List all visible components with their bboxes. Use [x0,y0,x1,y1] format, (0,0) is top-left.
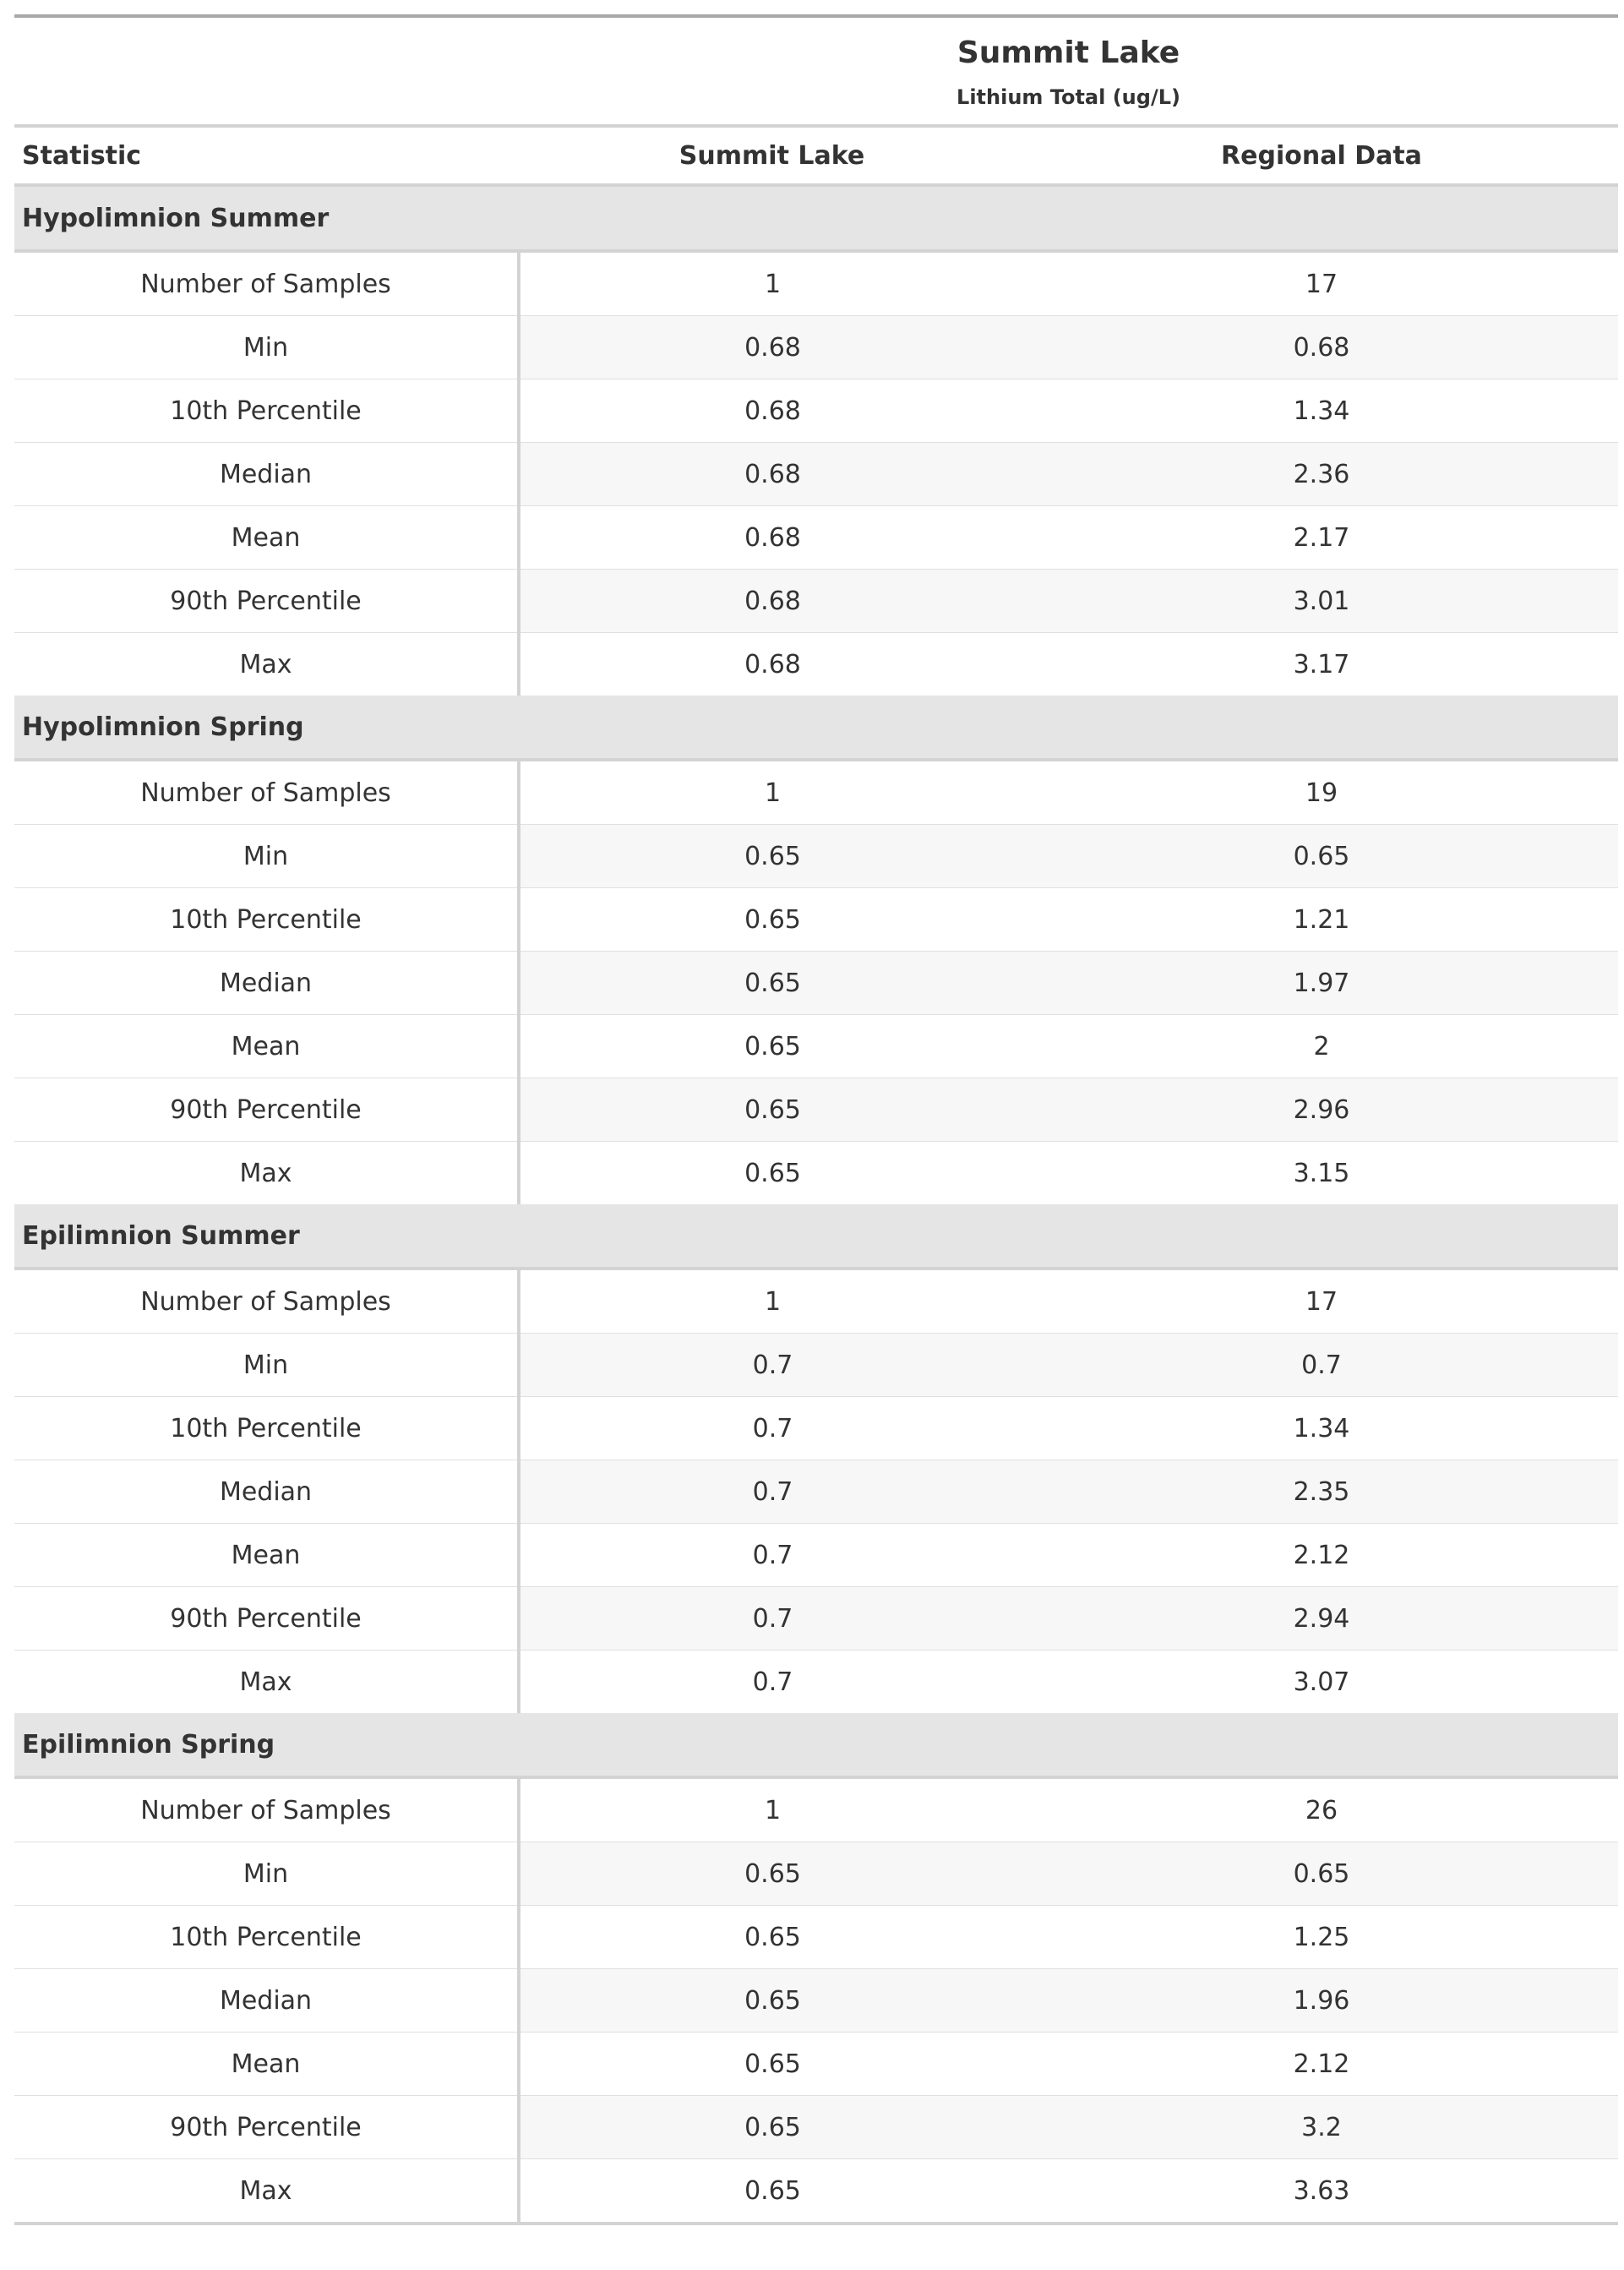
statistic-cell: 10th Percentile [14,1397,519,1460]
table-row [14,570,1618,633]
table-row [14,1587,1618,1651]
group-header-row [14,1204,1618,1269]
group-header: Hypolimnion Summer [14,185,1618,251]
summit-lake-cell: 0.65 [519,825,1025,888]
statistic-cell: 90th Percentile [14,2096,519,2159]
regional-data-cell: 19 [1025,760,1618,825]
statistic-cell: Mean [14,1524,519,1587]
summit-lake-cell: 0.68 [519,633,1025,696]
summit-lake-cell: 0.65 [519,2159,1025,2224]
table-row [14,1906,1618,1969]
column-header-row [14,126,1618,185]
regional-data-cell: 17 [1025,251,1618,316]
summit-lake-cell: 0.65 [519,2096,1025,2159]
column-header-regional-data: Regional Data [1025,126,1618,185]
table-row [14,506,1618,570]
regional-data-cell: 3.17 [1025,633,1618,696]
regional-data-cell: 0.68 [1025,316,1618,379]
statistic-cell: Median [14,952,519,1015]
summit-lake-cell: 1 [519,251,1025,316]
summit-lake-cell: 0.7 [519,1587,1025,1651]
summit-lake-cell: 0.7 [519,1397,1025,1460]
regional-data-cell: 3.15 [1025,1142,1618,1205]
table-row [14,1397,1618,1460]
column-header-statistic: Statistic [14,126,519,185]
statistic-cell: Number of Samples [14,1777,519,1842]
statistic-cell: 10th Percentile [14,1906,519,1969]
regional-data-cell: 3.01 [1025,570,1618,633]
summit-lake-cell: 1 [519,1269,1025,1334]
group-header-row [14,1713,1618,1777]
regional-data-cell: 2.17 [1025,506,1618,570]
regional-data-cell: 1.25 [1025,1906,1618,1969]
regional-data-cell: 0.65 [1025,825,1618,888]
regional-data-cell: 0.7 [1025,1334,1618,1397]
summit-lake-cell: 0.68 [519,570,1025,633]
regional-data-cell: 1.34 [1025,1397,1618,1460]
table-subtitle: Lithium Total (ug/L) [956,85,1180,109]
table-row [14,443,1618,506]
statistic-cell: Median [14,1460,519,1524]
statistic-cell: Max [14,633,519,696]
summit-lake-cell: 0.65 [519,2033,1025,2096]
regional-data-cell: 3.2 [1025,2096,1618,2159]
regional-data-cell: 2.12 [1025,1524,1618,1587]
regional-data-cell: 1.21 [1025,888,1618,952]
summit-lake-cell: 0.7 [519,1334,1025,1397]
statistic-cell: Min [14,1334,519,1397]
regional-data-cell: 2.35 [1025,1460,1618,1524]
statistic-cell: Median [14,443,519,506]
summit-lake-cell: 0.65 [519,1142,1025,1205]
table-row [14,1969,1618,2033]
regional-data-cell: 1.97 [1025,952,1618,1015]
regional-data-cell: 2 [1025,1015,1618,1078]
regional-data-cell: 2.94 [1025,1587,1618,1651]
summit-lake-cell: 0.7 [519,1460,1025,1524]
summit-lake-cell: 0.68 [519,379,1025,443]
summit-lake-cell: 0.68 [519,316,1025,379]
table-row [14,2159,1618,2224]
statistic-cell: 10th Percentile [14,888,519,952]
statistic-cell: Number of Samples [14,760,519,825]
column-header-summit-lake: Summit Lake [519,126,1025,185]
table-row [14,888,1618,952]
table-row [14,1651,1618,1714]
table-row [14,1460,1618,1524]
group-header: Epilimnion Summer [14,1204,1618,1269]
statistic-cell: Min [14,825,519,888]
group-header: Epilimnion Spring [14,1713,1618,1777]
statistic-cell: Mean [14,506,519,570]
table-row [14,379,1618,443]
table-row [14,1142,1618,1205]
table-row [14,1269,1618,1334]
statistic-cell: 90th Percentile [14,1078,519,1142]
summit-lake-cell: 0.65 [519,1969,1025,2033]
group-header-row [14,185,1618,251]
summit-lake-cell: 1 [519,760,1025,825]
regional-data-cell: 2.36 [1025,443,1618,506]
regional-data-cell: 1.96 [1025,1969,1618,2033]
regional-data-cell: 0.65 [1025,1842,1618,1906]
summit-lake-cell: 0.65 [519,888,1025,952]
group-header-row [14,696,1618,760]
table-row [14,2096,1618,2159]
regional-data-cell: 1.34 [1025,379,1618,443]
statistic-cell: 90th Percentile [14,1587,519,1651]
statistic-cell: Min [14,316,519,379]
regional-data-cell: 2.12 [1025,2033,1618,2096]
statistic-cell: Median [14,1969,519,2033]
summit-lake-cell: 0.68 [519,443,1025,506]
table-row [14,251,1618,316]
group-header: Hypolimnion Spring [14,696,1618,760]
summit-lake-cell: 0.65 [519,1015,1025,1078]
summit-lake-cell: 0.65 [519,952,1025,1015]
table-body [14,185,1618,2224]
regional-data-cell: 26 [1025,1777,1618,1842]
summit-lake-cell: 0.7 [519,1651,1025,1714]
statistic-cell: Number of Samples [14,1269,519,1334]
table-title-row [14,16,1618,126]
table-row [14,952,1618,1015]
regional-data-cell: 2.96 [1025,1078,1618,1142]
table-row [14,1334,1618,1397]
statistic-cell: 90th Percentile [14,570,519,633]
statistic-cell: Mean [14,1015,519,1078]
statistic-cell: Max [14,2159,519,2224]
table-title-cell [14,16,1618,126]
table-row [14,760,1618,825]
statistic-cell: Max [14,1651,519,1714]
table-row [14,1078,1618,1142]
summit-lake-cell: 0.65 [519,1906,1025,1969]
summit-lake-cell: 1 [519,1777,1025,1842]
regional-data-cell: 3.63 [1025,2159,1618,2224]
summit-lake-cell: 0.68 [519,506,1025,570]
table-row [14,2033,1618,2096]
summit-lake-cell: 0.65 [519,1842,1025,1906]
summit-lake-cell: 0.65 [519,1078,1025,1142]
table-row [14,1842,1618,1906]
statistic-cell: Number of Samples [14,251,519,316]
statistic-cell: 10th Percentile [14,379,519,443]
table-row [14,1524,1618,1587]
table-row [14,825,1618,888]
table-container [14,14,1618,2225]
table-row [14,1777,1618,1842]
regional-data-cell: 3.07 [1025,1651,1618,1714]
table-row [14,1015,1618,1078]
regional-data-cell: 17 [1025,1269,1618,1334]
table-title: Summit Lake [956,35,1180,70]
statistic-cell: Min [14,1842,519,1906]
table-row [14,316,1618,379]
table-row [14,633,1618,696]
summit-lake-cell: 0.7 [519,1524,1025,1587]
statistic-cell: Max [14,1142,519,1205]
statistics-table [14,14,1618,2225]
statistic-cell: Mean [14,2033,519,2096]
